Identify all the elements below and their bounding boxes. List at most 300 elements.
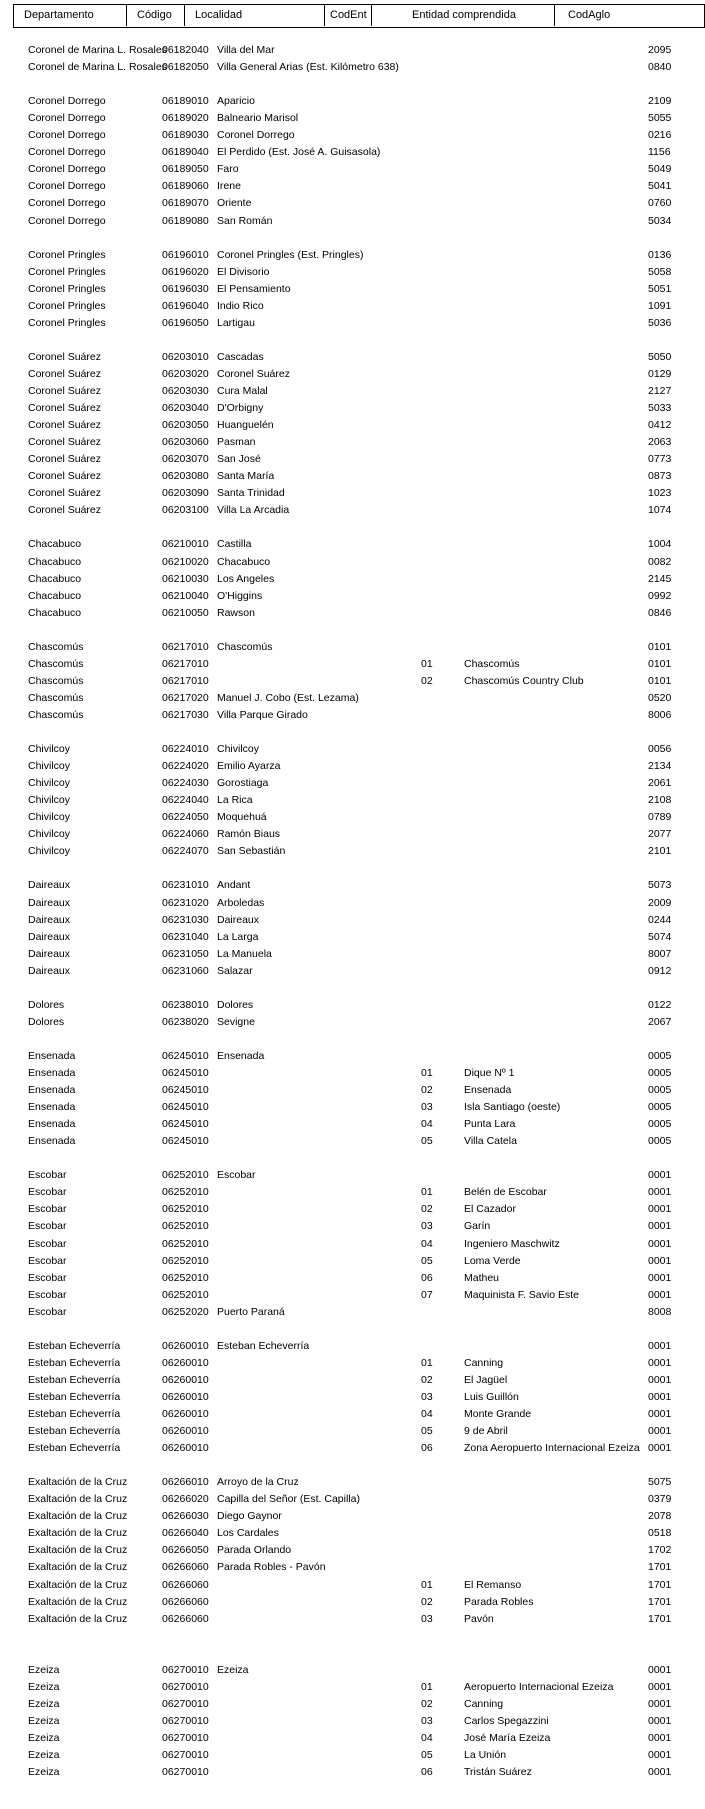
cell-codaglo: 2095 xyxy=(648,44,672,56)
table-row xyxy=(0,1133,705,1150)
table-row xyxy=(0,485,705,502)
cell-departamento: Ensenada xyxy=(28,1084,76,1097)
cell-codaglo: 8007 xyxy=(648,947,672,960)
cell-codigo: 06266060 xyxy=(162,1561,209,1574)
cell-departamento: Dolores xyxy=(28,1015,65,1028)
cell-localidad: Ezeiza xyxy=(217,1663,249,1676)
cell-departamento: Daireaux xyxy=(28,913,71,926)
cell-codaglo: 5058 xyxy=(648,265,672,278)
cell-codigo: 06245010 xyxy=(162,1101,209,1114)
cell-codaglo: 2063 xyxy=(648,436,672,449)
cell-codaglo: 0001 xyxy=(648,1288,672,1301)
cell-codaglo: 0001 xyxy=(648,1425,672,1438)
cell-departamento: Chacabuco xyxy=(28,606,82,619)
cell-localidad: Ramón Biaus xyxy=(217,828,281,841)
cell-departamento: Chivilcoy xyxy=(28,811,71,824)
cell-departamento: Coronel Pringles xyxy=(28,282,106,295)
cell-codent: 04 xyxy=(421,1237,433,1250)
cell-departamento: Exaltación de la Cruz xyxy=(28,1561,128,1574)
table-row xyxy=(0,127,705,144)
cell-localidad: Villa del Mar xyxy=(217,44,275,56)
cell-codigo: 06252020 xyxy=(162,1305,209,1318)
cell-codigo: 06224020 xyxy=(162,760,209,773)
cell-entidad: Pavón xyxy=(464,1612,494,1625)
cell-codaglo: 1156 xyxy=(648,146,671,159)
cell-localidad: Coronel Suárez xyxy=(217,367,290,380)
table-row xyxy=(0,468,705,485)
cell-departamento: Exaltación de la Cruz xyxy=(28,1578,128,1591)
cell-entidad: Ensenada xyxy=(464,1084,512,1097)
cell-entidad: Carlos Spegazzini xyxy=(464,1714,549,1727)
cell-codent: 03 xyxy=(421,1101,433,1114)
cell-codent: 04 xyxy=(421,1731,433,1744)
cell-codaglo: 0056 xyxy=(648,743,672,756)
cell-localidad: Irene xyxy=(217,180,241,193)
cell-codaglo: 0760 xyxy=(648,197,672,210)
cell-codaglo: 0001 xyxy=(648,1237,672,1250)
cell-codaglo: 0873 xyxy=(648,470,672,483)
cell-departamento: Daireaux xyxy=(28,879,71,892)
cell-codigo: 06224010 xyxy=(162,743,209,756)
cell-localidad: Pasman xyxy=(217,436,256,449)
cell-entidad: Tristán Suárez xyxy=(464,1766,532,1779)
cell-codaglo: 5074 xyxy=(648,930,672,943)
cell-departamento: Coronel de Marina L. Rosales xyxy=(28,44,167,56)
cell-localidad: La Rica xyxy=(217,794,253,807)
cell-departamento: Escobar xyxy=(28,1220,67,1233)
table-row xyxy=(0,1508,705,1525)
cell-codigo: 06270010 xyxy=(162,1680,209,1693)
cell-departamento: Ensenada xyxy=(28,1118,76,1131)
cell-codigo: 06270010 xyxy=(162,1663,209,1676)
cell-departamento: Coronel Dorrego xyxy=(28,112,106,125)
cell-codaglo: 0101 xyxy=(648,674,672,687)
cell-entidad: Parada Robles xyxy=(464,1595,534,1608)
table-row xyxy=(0,707,705,724)
cell-codigo: 06252010 xyxy=(162,1203,209,1216)
cell-localidad: San José xyxy=(217,453,261,466)
cell-codaglo: 0005 xyxy=(648,1049,672,1062)
cell-codaglo: 0001 xyxy=(648,1442,672,1455)
table-row xyxy=(0,1594,705,1611)
cell-codaglo: 0912 xyxy=(648,964,672,977)
cell-codent: 03 xyxy=(421,1612,433,1625)
cell-departamento: Chacabuco xyxy=(28,538,82,551)
cell-departamento: Coronel Pringles xyxy=(28,248,106,261)
cell-codaglo: 1004 xyxy=(648,538,672,551)
table-row xyxy=(0,502,705,519)
table-row xyxy=(0,1065,705,1082)
cell-departamento: Exaltación de la Cruz xyxy=(28,1510,128,1523)
cell-localidad: Capilla del Señor (Est. Capilla) xyxy=(217,1493,360,1506)
cell-codigo: 06189040 xyxy=(162,146,209,159)
cell-departamento: Escobar xyxy=(28,1271,67,1284)
cell-codigo: 06266060 xyxy=(162,1578,209,1591)
header-localidad: Localidad xyxy=(184,5,324,26)
cell-codaglo: 0001 xyxy=(648,1271,672,1284)
cell-codigo: 06210040 xyxy=(162,589,209,602)
cell-codaglo: 0005 xyxy=(648,1101,672,1114)
cell-localidad: Manuel J. Cobo (Est. Lezama) xyxy=(217,691,359,704)
table-row xyxy=(0,349,705,366)
cell-codent: 01 xyxy=(421,1356,433,1369)
table-row xyxy=(0,758,705,775)
cell-departamento: Coronel Suárez xyxy=(28,504,101,517)
table-row xyxy=(0,1014,705,1031)
cell-codigo: 06260010 xyxy=(162,1390,209,1403)
cell-codaglo: 0001 xyxy=(648,1766,672,1779)
cell-codigo: 06270010 xyxy=(162,1731,209,1744)
table-row xyxy=(0,946,705,963)
cell-codaglo: 0001 xyxy=(648,1186,672,1199)
table-row xyxy=(0,213,705,230)
cell-codent: 05 xyxy=(421,1254,433,1267)
cell-codaglo: 5041 xyxy=(648,180,672,193)
cell-codent: 02 xyxy=(421,1203,433,1216)
cell-codaglo: 1701 xyxy=(648,1578,672,1591)
cell-localidad: Coronel Dorrego xyxy=(217,129,295,142)
cell-localidad: Castilla xyxy=(217,538,252,551)
cell-departamento: Chascomús xyxy=(28,691,84,704)
cell-codigo: 06245010 xyxy=(162,1084,209,1097)
cell-departamento: Coronel Dorrego xyxy=(28,163,106,176)
cell-codigo: 06189050 xyxy=(162,163,209,176)
table-row xyxy=(0,1389,705,1406)
cell-codaglo: 0773 xyxy=(648,453,672,466)
cell-departamento: Coronel Suárez xyxy=(28,453,101,466)
table-row xyxy=(0,110,705,127)
table-row xyxy=(0,1662,705,1679)
cell-codigo: 06231060 xyxy=(162,964,209,977)
cell-codigo: 06270010 xyxy=(162,1714,209,1727)
cell-codigo: 06266060 xyxy=(162,1595,209,1608)
cell-codaglo: 2145 xyxy=(648,572,672,585)
cell-entidad: Isla Santiago (oeste) xyxy=(464,1101,561,1114)
cell-codent: 04 xyxy=(421,1408,433,1420)
cell-codaglo: 2078 xyxy=(648,1510,672,1523)
table-row xyxy=(0,298,705,315)
cell-codigo: 06231020 xyxy=(162,896,209,909)
table-row xyxy=(0,1611,705,1628)
cell-codaglo: 0001 xyxy=(648,1749,672,1761)
table-row xyxy=(0,775,705,792)
cell-departamento: Chacabuco xyxy=(28,572,82,585)
cell-localidad: Los Cardales xyxy=(217,1527,279,1540)
cell-codent: 01 xyxy=(421,1186,433,1199)
table-row xyxy=(0,639,705,656)
cell-localidad: Villa La Arcadia xyxy=(217,504,290,517)
cell-departamento: Coronel Suárez xyxy=(28,419,101,432)
table-row xyxy=(0,400,705,417)
table-row xyxy=(0,809,705,826)
cell-codaglo: 5055 xyxy=(648,112,672,125)
cell-departamento: Exaltación de la Cruz xyxy=(28,1612,128,1625)
cell-localidad: Ensenada xyxy=(217,1049,265,1062)
cell-departamento: Coronel Suárez xyxy=(28,385,101,397)
cell-codent: 02 xyxy=(421,1084,433,1097)
cell-localidad: Santa Trinidad xyxy=(217,487,285,500)
cell-localidad: Moquehuá xyxy=(217,811,267,824)
cell-localidad: Villa Parque Girado xyxy=(217,708,308,721)
table-row xyxy=(0,1372,705,1389)
cell-codaglo: 0001 xyxy=(648,1663,672,1676)
cell-departamento: Esteban Echeverría xyxy=(28,1390,121,1403)
cell-localidad: El Pensamiento xyxy=(217,282,291,295)
cell-codigo: 06203010 xyxy=(162,350,209,363)
table-row xyxy=(0,1270,705,1287)
cell-departamento: Chascomús xyxy=(28,657,84,670)
cell-codigo: 06266040 xyxy=(162,1527,209,1540)
cell-codaglo: 0001 xyxy=(648,1254,672,1267)
cell-localidad: San Román xyxy=(217,214,273,227)
cell-codigo: 06217010 xyxy=(162,657,209,670)
table-row xyxy=(0,1559,705,1576)
cell-departamento: Dolores xyxy=(28,998,65,1011)
cell-codent: 02 xyxy=(421,674,433,687)
cell-departamento: Chivilcoy xyxy=(28,845,71,858)
table-row xyxy=(0,1764,705,1781)
table-row xyxy=(0,281,705,298)
cell-codaglo: 0001 xyxy=(648,1373,672,1386)
cell-localidad: Indio Rico xyxy=(217,299,264,312)
cell-codent: 01 xyxy=(421,657,433,670)
cell-codigo: 06203070 xyxy=(162,453,209,466)
cell-codigo: 06245010 xyxy=(162,1067,209,1079)
cell-codaglo: 0129 xyxy=(648,367,672,380)
cell-departamento: Escobar xyxy=(28,1237,67,1250)
cell-codent: 06 xyxy=(421,1271,433,1284)
table-row xyxy=(0,929,705,946)
cell-localidad: Coronel Pringles (Est. Pringles) xyxy=(217,248,364,261)
cell-codigo: 06203040 xyxy=(162,402,209,415)
table-row xyxy=(0,1542,705,1559)
cell-entidad: Canning xyxy=(464,1697,504,1710)
cell-localidad: Lartigau xyxy=(217,316,255,329)
cell-departamento: Coronel Suárez xyxy=(28,487,101,500)
cell-departamento: Esteban Echeverría xyxy=(28,1339,121,1352)
cell-codaglo: 0001 xyxy=(648,1390,672,1403)
cell-codaglo: 0001 xyxy=(648,1731,672,1744)
cell-departamento: Coronel Dorrego xyxy=(28,95,106,108)
cell-departamento: Esteban Echeverría xyxy=(28,1356,121,1369)
cell-codigo: 06203090 xyxy=(162,487,209,500)
cell-entidad: Maquinista F. Savio Este xyxy=(464,1288,579,1301)
table-row xyxy=(0,315,705,332)
cell-departamento: Ezeiza xyxy=(28,1749,60,1761)
cell-localidad: San Sebastián xyxy=(217,845,286,858)
cell-departamento: Esteban Echeverría xyxy=(28,1408,121,1420)
cell-codaglo: 1702 xyxy=(648,1544,672,1557)
cell-localidad: Los Angeles xyxy=(217,572,275,585)
cell-codigo: 06217010 xyxy=(162,640,209,653)
table-row xyxy=(0,451,705,468)
cell-codigo: 06231040 xyxy=(162,930,209,943)
cell-codaglo: 5073 xyxy=(648,879,672,892)
cell-codigo: 06270010 xyxy=(162,1766,209,1779)
table-row xyxy=(0,673,705,690)
cell-codigo: 06217010 xyxy=(162,674,209,687)
cell-departamento: Chascomús xyxy=(28,640,84,653)
cell-codigo: 06182050 xyxy=(162,61,209,74)
table-row xyxy=(0,1474,705,1491)
table-row xyxy=(0,1184,705,1201)
cell-codaglo: 0001 xyxy=(648,1169,672,1182)
cell-entidad: Garín xyxy=(464,1220,491,1233)
cell-departamento: Coronel Dorrego xyxy=(28,197,106,210)
table-row xyxy=(0,588,705,605)
cell-localidad: Esteban Echeverría xyxy=(217,1339,310,1352)
cell-codaglo: 0005 xyxy=(648,1135,672,1148)
cell-departamento: Coronel de Marina L. Rosales xyxy=(28,61,167,74)
header-departamento: Departamento xyxy=(24,9,94,21)
cell-localidad: Santa María xyxy=(217,470,275,483)
cell-codigo: 06260010 xyxy=(162,1408,209,1420)
cell-codigo: 06266060 xyxy=(162,1612,209,1625)
cell-codaglo: 0846 xyxy=(648,606,672,619)
cell-departamento: Daireaux xyxy=(28,964,71,977)
cell-departamento: Coronel Dorrego xyxy=(28,129,106,142)
cell-codaglo: 0992 xyxy=(648,589,672,602)
cell-codigo: 06260010 xyxy=(162,1425,209,1438)
header-codigo: Código xyxy=(126,5,184,26)
cell-departamento: Coronel Suárez xyxy=(28,350,101,363)
cell-codigo: 06252010 xyxy=(162,1254,209,1267)
cell-codaglo: 0136 xyxy=(648,248,672,261)
cell-codent: 01 xyxy=(421,1680,433,1693)
cell-codaglo: 2061 xyxy=(648,777,672,790)
table-row xyxy=(0,195,705,212)
cell-departamento: Chacabuco xyxy=(28,555,82,568)
cell-codaglo: 0001 xyxy=(648,1714,672,1727)
cell-localidad: Huanguelén xyxy=(217,419,274,432)
cell-localidad: Balneario Marisol xyxy=(217,112,299,125)
cell-departamento: Coronel Dorrego xyxy=(28,214,106,227)
cell-codigo: 06270010 xyxy=(162,1749,209,1761)
cell-codigo: 06231030 xyxy=(162,913,209,926)
cell-codigo: 06210050 xyxy=(162,606,209,619)
cell-codigo: 06266030 xyxy=(162,1510,209,1523)
cell-departamento: Coronel Pringles xyxy=(28,299,106,312)
cell-codaglo: 2009 xyxy=(648,896,672,909)
table-row xyxy=(0,161,705,178)
cell-localidad: Daireaux xyxy=(217,913,260,926)
table-row xyxy=(0,1304,705,1321)
table-row xyxy=(0,554,705,571)
cell-codent: 07 xyxy=(421,1288,433,1301)
table-row xyxy=(0,93,705,110)
cell-localidad: Diego Gaynor xyxy=(217,1510,282,1523)
table-row xyxy=(0,843,705,860)
cell-codaglo: 0101 xyxy=(648,657,672,670)
table-row xyxy=(0,997,705,1014)
cell-codaglo: 2109 xyxy=(648,95,672,108)
cell-codigo: 06224050 xyxy=(162,811,209,824)
table-row xyxy=(0,605,705,622)
cell-codigo: 06260010 xyxy=(162,1356,209,1369)
cell-codaglo: 0840 xyxy=(648,61,672,74)
table-row xyxy=(0,690,705,707)
cell-entidad: Matheu xyxy=(464,1271,500,1284)
table-row xyxy=(0,1201,705,1218)
cell-codigo: 06210020 xyxy=(162,555,209,568)
cell-codaglo: 0412 xyxy=(648,419,672,432)
cell-codaglo: 1701 xyxy=(648,1612,672,1625)
table-row xyxy=(0,1048,705,1065)
table-row xyxy=(0,1713,705,1730)
cell-codigo: 06196020 xyxy=(162,265,209,278)
cell-codigo: 06224060 xyxy=(162,828,209,841)
table-row xyxy=(0,1406,705,1423)
cell-codigo: 06238020 xyxy=(162,1015,209,1028)
cell-codigo: 06189020 xyxy=(162,112,209,125)
cell-codaglo: 0001 xyxy=(648,1680,672,1693)
cell-codent: 02 xyxy=(421,1373,433,1386)
table-row xyxy=(0,383,705,400)
table-row xyxy=(0,571,705,588)
cell-entidad: La Unión xyxy=(464,1749,507,1761)
cell-departamento: Chacabuco xyxy=(28,589,82,602)
cell-codigo: 06245010 xyxy=(162,1049,209,1062)
cell-localidad: Parada Orlando xyxy=(217,1544,292,1557)
cell-codaglo: 0005 xyxy=(648,1118,672,1131)
cell-codigo: 06252010 xyxy=(162,1237,209,1250)
cell-codaglo: 5036 xyxy=(648,316,672,329)
cell-departamento: Chascomús xyxy=(28,708,84,721)
table-header xyxy=(13,4,705,28)
cell-codaglo: 1023 xyxy=(648,487,672,500)
cell-localidad: O'Higgins xyxy=(217,589,263,602)
cell-codigo: 06189030 xyxy=(162,129,209,142)
cell-codigo: 06189060 xyxy=(162,180,209,193)
cell-departamento: Escobar xyxy=(28,1288,67,1301)
cell-departamento: Chascomús xyxy=(28,674,84,687)
header-codaglo: CodAglo xyxy=(554,5,703,26)
cell-codigo: 06189070 xyxy=(162,197,209,210)
cell-entidad: El Remanso xyxy=(464,1578,522,1591)
cell-localidad: La Manuela xyxy=(217,947,272,960)
cell-departamento: Coronel Suárez xyxy=(28,367,101,380)
cell-codent: 06 xyxy=(421,1766,433,1779)
cell-departamento: Ensenada xyxy=(28,1135,76,1148)
table-row xyxy=(0,1730,705,1747)
cell-departamento: Exaltación de la Cruz xyxy=(28,1544,128,1557)
cell-codent: 06 xyxy=(421,1442,433,1455)
cell-codigo: 06196010 xyxy=(162,248,209,261)
cell-localidad: Emilio Ayarza xyxy=(217,760,281,773)
cell-localidad: La Larga xyxy=(217,930,259,943)
cell-localidad: Aparicio xyxy=(217,95,255,108)
cell-codaglo: 0082 xyxy=(648,555,672,568)
cell-departamento: Chivilcoy xyxy=(28,794,71,807)
cell-codaglo: 8006 xyxy=(648,708,672,721)
table-row xyxy=(0,895,705,912)
cell-entidad: Belén de Escobar xyxy=(464,1186,547,1199)
cell-localidad: Dolores xyxy=(217,998,254,1011)
cell-codigo: 06245010 xyxy=(162,1118,209,1131)
cell-codigo: 06182040 xyxy=(162,44,209,56)
table-row xyxy=(0,1423,705,1440)
cell-codigo: 06260010 xyxy=(162,1339,209,1352)
cell-codigo: 06231010 xyxy=(162,879,209,892)
cell-codigo: 06252010 xyxy=(162,1288,209,1301)
cell-localidad: Villa General Arias (Est. Kilómetro 638) xyxy=(217,61,399,74)
cell-codaglo: 0001 xyxy=(648,1356,672,1369)
cell-codigo: 06231050 xyxy=(162,947,209,960)
cell-localidad: Puerto Paraná xyxy=(217,1305,285,1318)
cell-codigo: 06189080 xyxy=(162,214,209,227)
cell-localidad: El Divisorio xyxy=(217,265,270,278)
cell-codaglo: 5075 xyxy=(648,1476,672,1489)
